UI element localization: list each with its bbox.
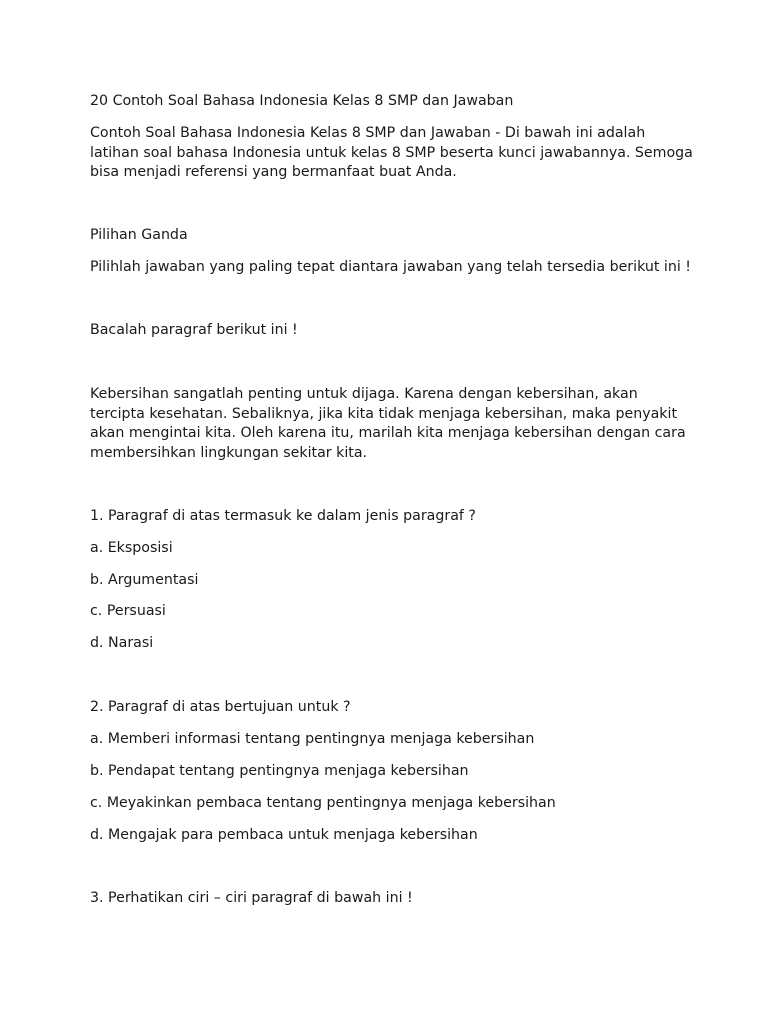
passage-line: Kebersihan sangatlah penting untuk dijaga. Karena dengan kebersihan, akan	[90, 386, 638, 402]
question-1-option-a: a. Eksposisi	[90, 540, 173, 556]
question-1: 1. Paragraf di atas termasuk ke dalam jenis paragraf ?	[90, 508, 476, 524]
passage-line: akan mengintai kita. Oleh karena itu, marilah kita menjaga kebersihan dengan cara	[90, 425, 686, 441]
intro-line: latihan soal bahasa Indonesia untuk kelas 8 SMP beserta kunci jawabannya. Semoga	[90, 144, 693, 161]
document-title: 20 Contoh Soal Bahasa Indonesia Kelas 8 SMP dan Jawaban	[90, 93, 514, 109]
instruction-text: Pilihlah jawaban yang paling tepat diantara jawaban yang telah tersedia berikut ini !	[90, 259, 691, 275]
question-2: 2. Paragraf di atas bertujuan untuk ?	[90, 699, 351, 715]
intro-line: Contoh Soal Bahasa Indonesia Kelas 8 SMP dan Jawaban - Di bawah ini adalah	[90, 125, 646, 141]
question-1-option-c: c. Persuasi	[90, 603, 166, 619]
question-1-option-d: d. Narasi	[90, 635, 154, 651]
intro-line: bisa menjadi referensi yang bermanfaat buat Anda.	[90, 164, 457, 180]
question-2-option-b: b. Pendapat tentang pentingnya menjaga kebersihan	[90, 763, 469, 779]
question-3: 3. Perhatikan ciri – ciri paragraf di bawah ini !	[90, 890, 413, 906]
question-2-option-a: a. Memberi informasi tentang pentingnya menjaga kebersihan	[90, 731, 535, 747]
passage-line: tercipta kesehatan. Sebaliknya, jika kita tidak menjaga kebersihan, maka penyakit	[90, 405, 678, 422]
passage-line: membersihkan lingkungan sekitar kita.	[90, 444, 368, 461]
question-1-option-b: b. Argumentasi	[90, 572, 199, 588]
reading-prompt: Bacalah paragraf berikut ini !	[90, 322, 298, 338]
question-2-option-d: d. Mengajak para pembaca untuk menjaga kebersihan	[90, 827, 478, 843]
reading-passage	[90, 385, 690, 463]
intro-paragraph	[90, 124, 693, 183]
question-2-option-c: c. Meyakinkan pembaca tentang pentingnya menjaga kebersihan	[90, 795, 556, 811]
section-heading: Pilihan Ganda	[90, 227, 188, 243]
